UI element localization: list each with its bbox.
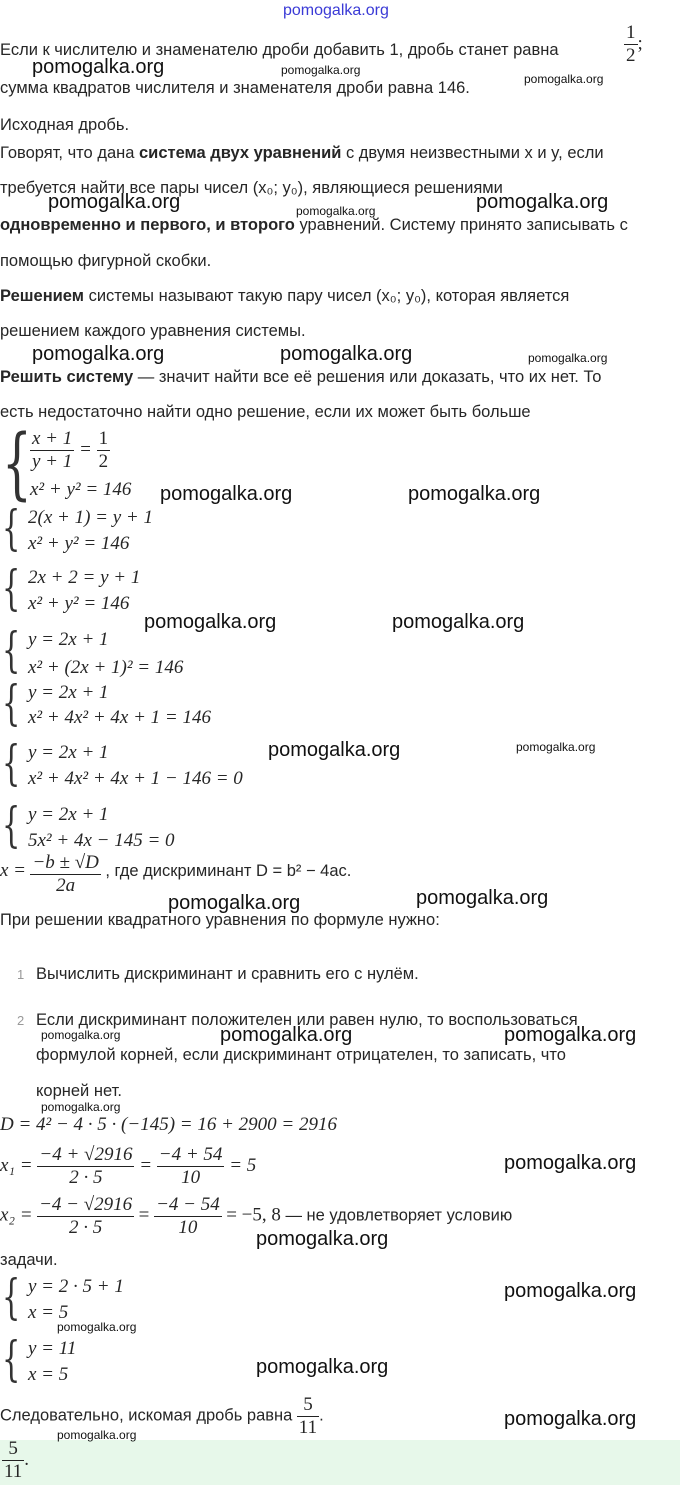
watermark: pomogalka.org (416, 887, 549, 909)
watermark: pomogalka.org (296, 204, 376, 218)
problem-line-2: сумма квадратов числителя и знаменателя дроби равна 146. (0, 79, 470, 97)
root-x2: x₂ = $\frac{-4 - √2916}{2 \cdot 5}$ = $\frac{-4 - 54}{10}$ = −5, 8 — не удовлетворяет условию (0, 1194, 513, 1238)
problem-line-3: Исходная дробь. (0, 116, 130, 134)
formula-intro: При решении квадратного уравнения по формуле нужно: (0, 911, 440, 929)
root-x1: x₁ = $\frac{-4 + √2916}{2 \cdot 5}$ = $\frac{-4 + 54}{10}$ = 5 (0, 1144, 257, 1188)
brace-icon: { (2, 675, 21, 731)
watermark: pomogalka.org (32, 343, 165, 365)
watermark: pomogalka.org (280, 343, 413, 365)
quadratic-formula: x = $\frac{-b \pm √D}{2a}$ , где дискриминант D = b² − 4ac. (0, 852, 351, 892)
list-item-continued: корней нет. (36, 1082, 122, 1100)
watermark: pomogalka.org (268, 739, 401, 761)
system-3-eq-1: 2x + 2 = y + 1 (28, 567, 141, 588)
system-6-eq-2: x² + 4x² + 4x + 1 − 146 = 0 (28, 768, 243, 789)
watermark: pomogalka.org (524, 72, 604, 86)
theory-line-5: Решением системы называют такую пару чисел (x₀; y₀), которая является (0, 287, 570, 305)
brace-icon: { (2, 1269, 21, 1325)
problem-fraction-half: $\frac{1}{2}$ ; (626, 22, 643, 66)
theory-line-1: Говорят, что дана система двух уравнений с двумя неизвестными x и y, если (0, 144, 604, 162)
list-item: Если дискриминант положителен или равен нулю, то воспользоваться (36, 1011, 578, 1029)
watermark: pomogalka.org (220, 1024, 353, 1046)
watermark: pomogalka.org (41, 1028, 121, 1042)
brace-icon: { (2, 419, 32, 509)
system-4-eq-1: y = 2x + 1 (28, 629, 109, 650)
list-item: Вычислить дискриминант и сравнить его с нулём. (36, 965, 419, 983)
brace-icon: { (2, 735, 21, 791)
brace-icon: { (2, 500, 21, 556)
theory-line-2: требуется найти все пары чисел (x₀; y₀), являющиеся решениями (0, 179, 503, 197)
system-5-eq-2: x² + 4x² + 4x + 1 = 146 (28, 707, 211, 728)
discriminant: D = 4² − 4 · 5 · (−145) = 16 + 2900 = 2916 (0, 1114, 337, 1135)
watermark: pomogalka.org (408, 483, 541, 505)
list-item-continued: формулой корней, если дискриминант отрицателен, то записать, что (36, 1046, 566, 1064)
system-1-eq-2: x² + y² = 146 (30, 479, 132, 500)
system-9-eq-1: y = 11 (28, 1338, 77, 1359)
watermark-top: pomogalka.org (283, 2, 389, 19)
theory-line-4: помощью фигурной скобки. (0, 252, 212, 270)
system-2-eq-1: 2(x + 1) = y + 1 (28, 507, 153, 528)
theory-line-8: есть недостаточно найти одно решение, если их может быть больше (0, 403, 531, 421)
conclusion: Следовательно, искомая дробь равна $\frac{5}{11}$ . (0, 1394, 324, 1438)
watermark: pomogalka.org (504, 1408, 637, 1430)
system-6-eq-1: y = 2x + 1 (28, 742, 109, 763)
watermark: pomogalka.org (168, 892, 301, 914)
watermark: pomogalka.org (32, 56, 165, 78)
answer-fraction: $\frac{5}{11}$ . (4, 1438, 30, 1482)
watermark: pomogalka.org (48, 191, 181, 213)
watermark: pomogalka.org (516, 740, 596, 754)
theory-line-7: Решить систему — значит найти все её решения или доказать, что их нет. То (0, 368, 602, 386)
system-8-eq-1: y = 2 · 5 + 1 (28, 1276, 124, 1297)
system-3-eq-2: x² + y² = 146 (28, 593, 130, 614)
answer-box (0, 1440, 680, 1485)
watermark: pomogalka.org (281, 63, 361, 77)
root-x2-note: задачи. (0, 1251, 58, 1269)
theory-line-3: одновременно и первого, и второго уравнений. Систему принято записывать с (0, 216, 628, 234)
watermark: pomogalka.org (41, 1100, 121, 1114)
watermark: pomogalka.org (528, 351, 608, 365)
system-7-eq-1: y = 2x + 1 (28, 804, 109, 825)
watermark: pomogalka.org (392, 611, 525, 633)
system-8-eq-2: x = 5 (28, 1302, 69, 1323)
watermark: pomogalka.org (160, 483, 293, 505)
watermark: pomogalka.org (256, 1228, 389, 1250)
watermark: pomogalka.org (504, 1024, 637, 1046)
watermark: pomogalka.org (504, 1152, 637, 1174)
system-7-eq-2: 5x² + 4x − 145 = 0 (28, 830, 175, 851)
watermark: pomogalka.org (476, 191, 609, 213)
watermark: pomogalka.org (144, 611, 277, 633)
system-5-eq-1: y = 2x + 1 (28, 682, 109, 703)
watermark: pomogalka.org (57, 1428, 137, 1442)
system-1-eq-1: $\frac{x + 1}{y + 1}$ = $\frac{1}{2}$ (32, 428, 109, 472)
list-item-number: 1 (17, 967, 25, 982)
watermark: pomogalka.org (504, 1280, 637, 1302)
watermark: pomogalka.org (256, 1356, 389, 1378)
theory-line-6: решением каждого уравнения системы. (0, 322, 306, 340)
system-9-eq-2: x = 5 (28, 1364, 69, 1385)
list-item-number: 2 (17, 1013, 25, 1028)
system-2-eq-2: x² + y² = 146 (28, 533, 130, 554)
system-4-eq-2: x² + (2x + 1)² = 146 (28, 657, 184, 678)
watermark: pomogalka.org (57, 1320, 137, 1334)
brace-icon: { (2, 622, 21, 678)
brace-icon: { (2, 560, 21, 616)
problem-line-1: Если к числителю и знаменателю дроби добавить 1, дробь станет равна (0, 41, 559, 59)
brace-icon: { (2, 797, 21, 853)
brace-icon: { (2, 1331, 21, 1387)
